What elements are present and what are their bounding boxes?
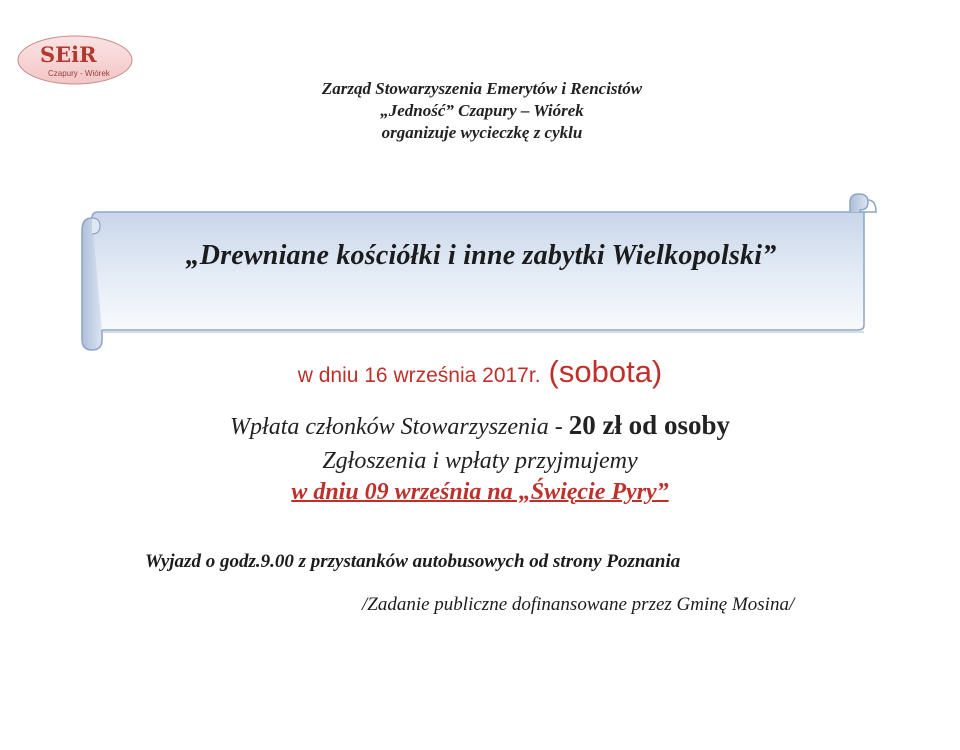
trip-day-of-week: (sobota) (548, 354, 663, 389)
departure-info: Wyjazd o godz.9.00 z przystanków autobusowych od strony Poznania (145, 551, 681, 572)
funding-note: /Zadanie publiczne dofinansowane przez Gminę Mosina/ (362, 594, 795, 615)
organizer-header (0, 78, 960, 144)
scroll-shape (78, 190, 884, 355)
header-line-3: organizuje wycieczkę z cyklu (381, 123, 583, 142)
title-scroll-banner (78, 190, 884, 355)
registration-date-text: w dniu 09 września na „Święcie Pyry” (291, 479, 669, 505)
registration-date (0, 479, 960, 506)
fee-amount: 20 zł od osoby (568, 410, 730, 440)
header-line-2: „Jedność” Czapury – Wiórek (380, 101, 584, 120)
header-line-1: Zarząd Stowarzyszenia Emerytów i Rencistów (321, 79, 643, 98)
trip-date (0, 354, 960, 390)
member-fee (0, 410, 960, 441)
logo-main-text: SEiR (40, 42, 97, 67)
registration-label: Zgłoszenia i wpłaty przyjmujemy (322, 448, 638, 474)
logo-sub-text: Czapury - Wiórek (48, 69, 110, 78)
trip-date-text: w dniu 16 września 2017r. (297, 364, 541, 387)
trip-title: „Drewniane kościółki i inne zabytki Wielkopolski” (185, 240, 777, 271)
fee-label: Wpłata członków Stowarzyszenia - (230, 414, 563, 440)
